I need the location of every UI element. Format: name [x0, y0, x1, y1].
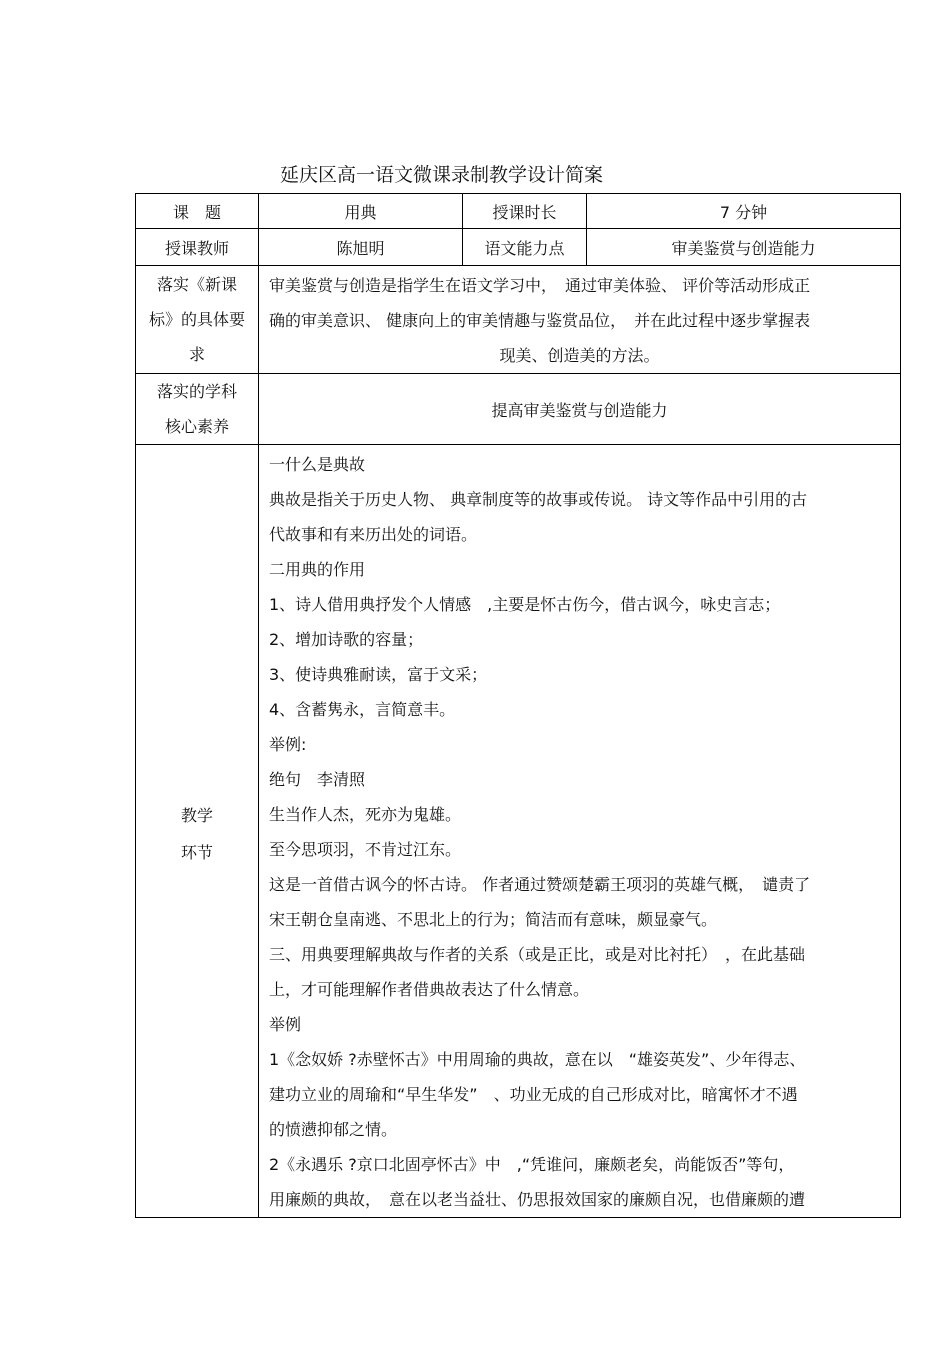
row-curriculum-requirement [136, 266, 901, 374]
text-line: 现美、创造美的方法。 [499, 346, 660, 365]
curriculum-requirement-text [259, 266, 901, 374]
text-line: 4、含蓄隽永，言简意丰。 [269, 700, 456, 719]
label-teaching-process [136, 445, 259, 1218]
label-line: 环节 [180, 843, 213, 862]
text-line: 至今思项羽，不肯过江东。 [269, 840, 462, 859]
label-line: 教学 [180, 806, 213, 825]
row-topic [136, 194, 901, 229]
text-line: 举例 [269, 1015, 302, 1034]
text-line: 建功立业的周瑜和“早生华发” 、功业无成的自己形成对比，暗寓怀才不遇 [269, 1085, 798, 1104]
text-line: 三、用典要理解典故与作者的关系（或是正比，或是对比衬托） ，在此基础 [269, 945, 806, 964]
row-teacher [136, 229, 901, 266]
text-line: 用廉颇的典故， 意在以老当益壮、仍思报效国家的廉颇自况，也借廉颇的遭 [269, 1190, 806, 1209]
value-teacher: 陈旭明 [259, 229, 463, 266]
text-line: 绝句 李清照 [269, 770, 366, 789]
label-line: 核心素养 [164, 417, 229, 436]
label-ability: 语文能力点 [463, 229, 587, 266]
value-ability: 审美鉴赏与创造能力 [587, 229, 901, 266]
label-topic: 课 题 [136, 194, 259, 229]
text-line: 二用典的作用 [269, 560, 366, 579]
core-literacy-text: 提高审美鉴赏与创造能力 [259, 374, 901, 445]
label-core-literacy [136, 374, 259, 445]
text-line: 上，才可能理解作者借典故表达了什么情意。 [269, 980, 590, 999]
text-line: 1、诗人借用典抒发个人情感 ,主要是怀古伤今，借古讽今，咏史言志； [269, 595, 781, 614]
text-line: 审美鉴赏与创造是指学生在语文学习中， 通过审美体验、 评价等活动形成正 [269, 276, 811, 295]
label-duration: 授课时长 [463, 194, 587, 229]
text-line: 2、增加诗歌的容量； [269, 630, 424, 649]
value-topic: 用典 [259, 194, 463, 229]
lesson-plan-table [135, 193, 901, 1218]
text-line: 2《永遇乐 ?京口北固亭怀古》中 ,“凭谁问，廉颇老矣，尚能饭否”等句， [269, 1155, 795, 1174]
label-line: 落实的学科 [156, 382, 237, 401]
text-line: 代故事和有来历出处的词语。 [269, 525, 478, 544]
label-line: 求 [188, 345, 205, 364]
text-line: 1《念奴娇 ?赤壁怀古》中用周瑜的典故，意在以 “雄姿英发”、少年得志、 [269, 1050, 806, 1069]
label-line: 落实《新课 [156, 275, 237, 294]
label-line: 标》的具体要 [148, 310, 245, 329]
row-teaching-process [136, 445, 901, 1218]
teaching-process-text [259, 445, 901, 1218]
title-text: 延庆区高一语文微课录制教学设计简案 [280, 164, 604, 186]
text-line: 确的审美意识、 健康向上的审美情趣与鉴赏品位， 并在此过程中逐步掌握表 [269, 311, 811, 330]
value-duration: 7 分钟 [587, 194, 901, 229]
text-line: 举例: [269, 735, 307, 754]
text-line: 3、使诗典雅耐读，富于文采； [269, 665, 488, 684]
text-line: 的愤懑抑郁之情。 [269, 1120, 398, 1139]
label-teacher: 授课教师 [136, 229, 259, 266]
text-line: 生当作人杰，死亦为鬼雄。 [269, 805, 462, 824]
text-line: 这是一首借古讽今的怀古诗。 作者通过赞颂楚霸王项羽的英雄气概， 谴责了 [269, 875, 811, 894]
row-core-literacy [136, 374, 901, 445]
text-line: 一什么是典故 [269, 455, 366, 474]
label-curriculum-requirement [136, 266, 259, 374]
text-line: 典故是指关于历史人物、 典章制度等的故事或传说。 诗文等作品中引用的古 [269, 490, 808, 509]
text-line: 宋王朝仓皇南逃、不思北上的行为；简洁而有意味，颇显豪气。 [269, 910, 718, 929]
